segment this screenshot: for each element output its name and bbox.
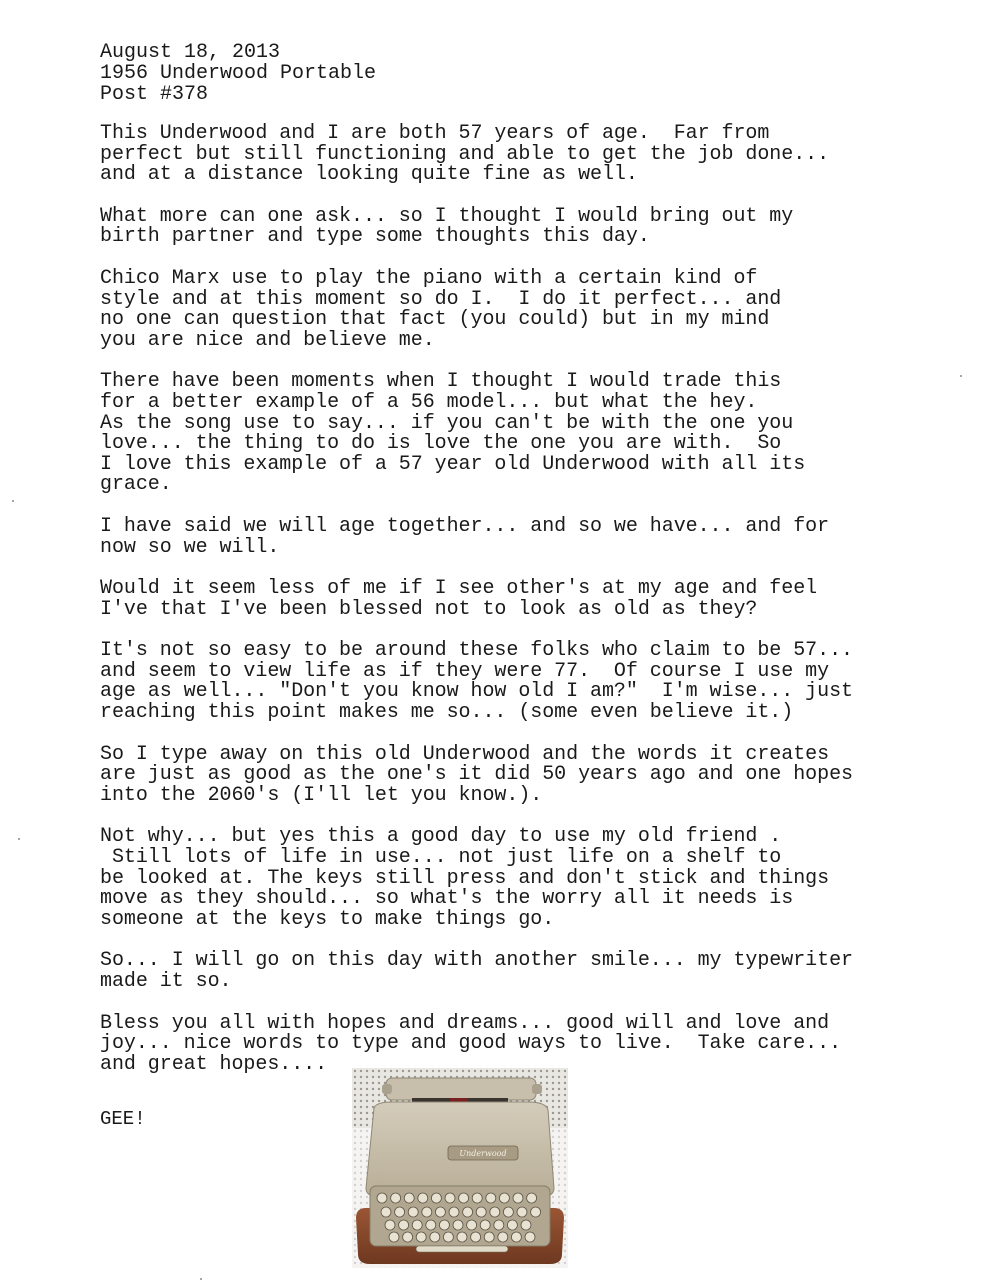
typed-line: made it so. bbox=[100, 970, 232, 993]
typewriter-key bbox=[408, 1207, 418, 1217]
typed-line: There have been moments when I thought I would trade this bbox=[100, 370, 782, 394]
typewriter-key bbox=[385, 1220, 395, 1230]
typewriter-key bbox=[391, 1193, 401, 1203]
typewriter-key bbox=[476, 1207, 486, 1217]
typewriter-key bbox=[463, 1207, 473, 1217]
typed-line: are just as good as the one's it did 50 years ago and one hopes bbox=[100, 763, 853, 787]
typewriter-key bbox=[412, 1220, 422, 1230]
typewriter-key bbox=[507, 1220, 517, 1230]
typewriter-key bbox=[499, 1193, 509, 1203]
typed-line: So... I will go on this day with another smile... my typewriter bbox=[100, 949, 853, 973]
typewriter-key bbox=[480, 1220, 490, 1230]
typewriter-key bbox=[453, 1220, 463, 1230]
typed-line: grace. bbox=[100, 473, 172, 497]
typed-line: joy... nice words to type and good ways to live. Take care... bbox=[100, 1032, 842, 1056]
typewriter-photo bbox=[352, 1068, 568, 1268]
typewriter-key bbox=[435, 1207, 445, 1217]
typed-line: Bless you all with hopes and dreams... good will and love and bbox=[100, 1011, 830, 1035]
typewriter-key bbox=[422, 1207, 432, 1217]
letter-paragraph bbox=[100, 579, 960, 620]
typewriter-key bbox=[498, 1232, 508, 1242]
letter-paragraph bbox=[100, 827, 960, 930]
typewriter-key bbox=[484, 1232, 494, 1242]
paper-speck bbox=[12, 500, 14, 502]
typed-line: reaching this point makes me so... (some even believe it.) bbox=[100, 701, 794, 725]
typed-line: Not why... but yes this a good day to use my old friend . bbox=[100, 825, 782, 849]
letter-paragraph bbox=[100, 266, 960, 352]
typewriter-key bbox=[439, 1220, 449, 1230]
typewriter-key bbox=[449, 1207, 459, 1217]
letter-paragraph bbox=[100, 951, 960, 992]
typewriter-key bbox=[513, 1193, 523, 1203]
typed-line: and seem to view life as if they were 77. Of course I use my bbox=[100, 659, 830, 683]
typed-line: someone at the keys to make things go. bbox=[100, 907, 555, 931]
letter-paragraph bbox=[100, 204, 960, 249]
letter-paragraph bbox=[100, 124, 960, 186]
typed-line: be looked at. The keys still press and don't stick and things bbox=[100, 866, 830, 890]
typed-line: for a better example of a 56 model... but what the hey. bbox=[100, 390, 758, 414]
typed-line: I have said we will age together... and so we have... and for bbox=[100, 514, 830, 538]
typewriter-key bbox=[511, 1232, 521, 1242]
typewriter-key bbox=[377, 1193, 387, 1203]
typewriter-key bbox=[486, 1193, 496, 1203]
typewriter-key bbox=[521, 1220, 531, 1230]
typed-line: you are nice and believe me. bbox=[100, 328, 435, 352]
typed-line: birth partner and type some thoughts this day. bbox=[100, 225, 650, 249]
typewriter-key bbox=[426, 1220, 436, 1230]
typewriter-key bbox=[457, 1232, 467, 1242]
typed-line: Still lots of life in use... not just life on a shelf to bbox=[100, 846, 782, 870]
letter-paragraph bbox=[100, 372, 960, 496]
letter-header bbox=[100, 42, 376, 105]
typed-line: I love this example of a 57 year old Underwood with all its bbox=[100, 452, 806, 476]
typewriter-key bbox=[381, 1207, 391, 1217]
typed-line: move as they should... so what's the worry all it needs is bbox=[100, 887, 794, 911]
typed-line: and at a distance looking quite fine as well. bbox=[100, 163, 638, 187]
typewriter-key bbox=[416, 1232, 426, 1242]
letter-paragraph bbox=[100, 514, 960, 559]
typewriter-key bbox=[431, 1193, 441, 1203]
typewriter-illustration bbox=[352, 1068, 568, 1268]
typewriter-key bbox=[389, 1232, 399, 1242]
letter-date: August 18, 2013 bbox=[100, 41, 281, 64]
paper-speck bbox=[960, 375, 962, 377]
typewriter-key bbox=[472, 1193, 482, 1203]
paper-speck bbox=[200, 1278, 202, 1280]
typed-line: into the 2060's (I'll let you know.). bbox=[100, 783, 543, 807]
signature: GEE! bbox=[100, 1108, 146, 1130]
typewriter-key bbox=[517, 1207, 527, 1217]
typewriter-key bbox=[418, 1193, 428, 1203]
typed-line: no one can question that fact (you could) but in my mind bbox=[100, 308, 770, 332]
letter-paragraph bbox=[100, 641, 960, 723]
typed-line: It's not so easy to be around these folks who claim to be 57... bbox=[100, 639, 853, 663]
typewriter-key bbox=[471, 1232, 481, 1242]
post-number: Post #378 bbox=[100, 83, 209, 106]
typewriter-key bbox=[445, 1193, 455, 1203]
typed-line: Would it seem less of me if I see other's at my age and feel bbox=[100, 577, 818, 601]
typewriter-key bbox=[525, 1232, 535, 1242]
typed-line: What more can one ask... so I thought I would bring out my bbox=[100, 204, 794, 228]
typewriter-key bbox=[527, 1193, 537, 1203]
letter-body bbox=[100, 124, 960, 1096]
letter-paragraph bbox=[100, 742, 960, 807]
typewriter-key bbox=[459, 1193, 469, 1203]
typewriter-key bbox=[443, 1232, 453, 1242]
typed-line: I've that I've been blessed not to look as old as they? bbox=[100, 597, 758, 621]
typewriter-key bbox=[490, 1207, 500, 1217]
typed-line: and great hopes.... bbox=[100, 1052, 328, 1076]
typed-line: So I type away on this old Underwood and the words it creates bbox=[100, 742, 830, 766]
paper-speck bbox=[18, 838, 20, 840]
brand-plate: Underwood bbox=[459, 1149, 507, 1158]
typed-line: love... the thing to do is love the one you are with. So bbox=[100, 432, 782, 456]
typewriter-key bbox=[503, 1207, 513, 1217]
typewriter-key bbox=[395, 1207, 405, 1217]
typewriter-key bbox=[531, 1207, 541, 1217]
typewriter-key bbox=[430, 1232, 440, 1242]
typed-line: perfect but still functioning and able to get the job done... bbox=[100, 142, 830, 166]
typewriter-key bbox=[399, 1220, 409, 1230]
machine-name: 1956 Underwood Portable bbox=[100, 62, 377, 85]
letter-paragraph bbox=[100, 1011, 960, 1076]
typed-line: age as well... "Don't you know how old I am?" I'm wise... just bbox=[100, 680, 853, 704]
typed-line: style and at this moment so do I. I do it perfect... and bbox=[100, 287, 782, 311]
typewriter-key bbox=[494, 1220, 504, 1230]
typed-line: As the song use to say... if you can't be with the one you bbox=[100, 411, 794, 435]
typewriter-key bbox=[403, 1232, 413, 1242]
typed-line: now so we will. bbox=[100, 535, 280, 559]
typewriter-key bbox=[467, 1220, 477, 1230]
typed-line: This Underwood and I are both 57 years of age. Far from bbox=[100, 122, 770, 145]
typed-line: Chico Marx use to play the piano with a certain kind of bbox=[100, 266, 758, 290]
typewriter-key bbox=[404, 1193, 414, 1203]
